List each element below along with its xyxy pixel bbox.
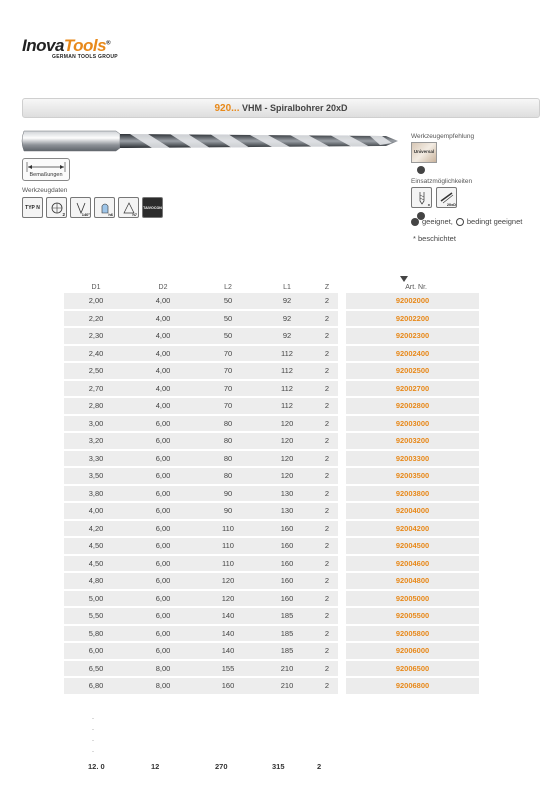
table-cell: 2,50 xyxy=(64,363,128,381)
table-cell: 2 xyxy=(316,661,338,679)
usage-label: Einsatzmöglichkeiten xyxy=(411,178,473,185)
table-row xyxy=(64,608,479,626)
table-row xyxy=(64,678,479,696)
table-cell: 5,80 xyxy=(64,626,128,644)
table-cell: 70 xyxy=(198,381,258,399)
table-cell: 2 xyxy=(316,328,338,346)
drill-image xyxy=(20,124,400,158)
table-cell: 6,80 xyxy=(64,678,128,696)
table-cell: 4,00 xyxy=(128,363,198,381)
table-cell: 92 xyxy=(258,311,316,329)
article-number-cell[interactable]: 92004800 xyxy=(338,573,479,591)
table-row xyxy=(64,538,479,556)
article-number-cell[interactable]: 92003500 xyxy=(338,468,479,486)
table-cell: 120 xyxy=(258,416,316,434)
table-cell: 90 xyxy=(198,503,258,521)
tolerance-h7-icon: h7 xyxy=(118,197,139,218)
table-row xyxy=(64,293,479,311)
table-cell: 3,80 xyxy=(64,486,128,504)
table-row xyxy=(64,521,479,539)
article-number-cell[interactable]: 92003300 xyxy=(338,451,479,469)
point-angle-icon: 140° xyxy=(70,197,91,218)
table-cell: 92 xyxy=(258,293,316,311)
table-cell: 90 xyxy=(198,486,258,504)
table-cell: 112 xyxy=(258,346,316,364)
table-cell: 160 xyxy=(258,538,316,556)
table-cell: 4,20 xyxy=(64,521,128,539)
table-cell: 6,00 xyxy=(128,643,198,661)
table-cell: 110 xyxy=(198,521,258,539)
recommendation-label: Werkzeugempfehlung xyxy=(411,133,475,140)
table-cell: 6,00 xyxy=(128,503,198,521)
table-cell: 4,00 xyxy=(128,381,198,399)
table-cell: 120 xyxy=(198,591,258,609)
table-cell: 2,80 xyxy=(64,398,128,416)
table-row xyxy=(64,363,479,381)
table-cell: 70 xyxy=(198,363,258,381)
table-cell: 5,00 xyxy=(64,591,128,609)
table-cell: 210 xyxy=(258,678,316,696)
table-cell: 112 xyxy=(258,398,316,416)
tool-data-label: Werkzeugdaten xyxy=(22,187,68,194)
table-cell: 2 xyxy=(316,293,338,311)
table-cell: 2,20 xyxy=(64,311,128,329)
article-number-cell[interactable]: 92003000 xyxy=(338,416,479,434)
cross-section-icon: 2 xyxy=(46,197,67,218)
table-cell: 2 xyxy=(316,556,338,574)
table-cell: 80 xyxy=(198,416,258,434)
table-cell: 6,00 xyxy=(128,591,198,609)
table-cell: 6,00 xyxy=(128,538,198,556)
table-cell: 2 xyxy=(316,433,338,451)
usage-icons xyxy=(411,187,457,208)
table-row xyxy=(64,433,479,451)
brand-subtitle: GERMAN TOOLS GROUP xyxy=(52,54,118,60)
table-cell: 6,00 xyxy=(128,433,198,451)
table-cell: 120 xyxy=(258,451,316,469)
table-cell: 4,00 xyxy=(128,293,198,311)
table-cell: 185 xyxy=(258,608,316,626)
table-cell: 4,00 xyxy=(128,328,198,346)
table-row xyxy=(64,591,479,609)
table-cell: 4,50 xyxy=(64,538,128,556)
coating-icon: TAIVOCON xyxy=(142,197,163,218)
table-cell: 120 xyxy=(258,433,316,451)
table-cell: 5,50 xyxy=(64,608,128,626)
continuation-dots: · · · · xyxy=(92,716,94,755)
article-number-cell[interactable]: 92002300 xyxy=(338,328,479,346)
table-row xyxy=(64,398,479,416)
table-cell: 120 xyxy=(258,468,316,486)
article-number-cell[interactable]: 92005800 xyxy=(338,626,479,644)
brand-name-b: Tools xyxy=(63,36,107,55)
table-cell: 2 xyxy=(316,486,338,504)
table-cell: 70 xyxy=(198,346,258,364)
table-cell: 3,30 xyxy=(64,451,128,469)
table-cell: 2 xyxy=(316,468,338,486)
table-cell: 2 xyxy=(316,451,338,469)
suitable-dot-icon xyxy=(417,166,425,174)
table-cell: 6,50 xyxy=(64,661,128,679)
table-cell: 2 xyxy=(316,503,338,521)
col-art-nr: Art. Nr. xyxy=(405,284,427,291)
table-cell: 130 xyxy=(258,503,316,521)
table-cell: 92 xyxy=(258,328,316,346)
table-cell: 70 xyxy=(198,398,258,416)
col-d2: D2 xyxy=(158,284,168,291)
material-badge: Universal xyxy=(411,142,437,163)
article-number-cell[interactable]: 92005500 xyxy=(338,608,479,626)
table-cell: 6,00 xyxy=(128,573,198,591)
table-cell: 2 xyxy=(316,538,338,556)
table-cell: 6,00 xyxy=(128,416,198,434)
article-number-cell[interactable]: 92002500 xyxy=(338,363,479,381)
table-cell: 2 xyxy=(316,311,338,329)
table-cell: 4,50 xyxy=(64,556,128,574)
table-cell: 2 xyxy=(316,346,338,364)
footer-l1: 315 xyxy=(272,762,285,771)
table-cell: 2 xyxy=(316,643,338,661)
table-cell: 50 xyxy=(198,311,258,329)
table-cell: 185 xyxy=(258,626,316,644)
table-cell: 2,00 xyxy=(64,293,128,311)
drilling-icon: x xyxy=(411,187,432,208)
legend xyxy=(411,217,522,226)
table-row xyxy=(64,503,479,521)
col-d1: D1 xyxy=(91,284,101,291)
table-row xyxy=(64,556,479,574)
brand-logo xyxy=(22,36,118,60)
table-cell: 2,70 xyxy=(64,381,128,399)
legend-suitable: geeignet, xyxy=(422,217,453,226)
shank-h6-icon: h6 xyxy=(94,197,115,218)
table-cell: 6,00 xyxy=(128,451,198,469)
table-cell: 2 xyxy=(316,591,338,609)
article-number-cell[interactable]: 92006800 xyxy=(338,678,479,696)
footer-z: 2 xyxy=(317,762,322,771)
table-cell: 4,80 xyxy=(64,573,128,591)
footer-d2: 12 xyxy=(151,762,160,771)
table-cell: 120 xyxy=(198,573,258,591)
article-number-cell[interactable]: 92004000 xyxy=(338,503,479,521)
table-cell: 80 xyxy=(198,468,258,486)
table-cell: 6,00 xyxy=(128,556,198,574)
article-number-cell[interactable]: 92004500 xyxy=(338,538,479,556)
table-cell: 3,20 xyxy=(64,433,128,451)
table-cell: 160 xyxy=(258,556,316,574)
registered-mark: ® xyxy=(106,40,111,47)
table-cell: 2 xyxy=(316,573,338,591)
article-number-cell[interactable]: 92002400 xyxy=(338,346,479,364)
article-number-cell[interactable]: 92004200 xyxy=(338,521,479,539)
article-number-cell[interactable]: 92002000 xyxy=(338,293,479,311)
title-bar xyxy=(22,98,540,118)
table-cell: 160 xyxy=(198,678,258,696)
table-cell: 140 xyxy=(198,626,258,644)
table-cell: 8,00 xyxy=(128,678,198,696)
table-row xyxy=(64,486,479,504)
table-cell: 4,00 xyxy=(64,503,128,521)
article-number-cell[interactable]: 92003200 xyxy=(338,433,479,451)
table-cell: 2 xyxy=(316,608,338,626)
legend-conditionally: bedingt geeignet xyxy=(466,217,523,226)
table-cell: 6,00 xyxy=(128,626,198,644)
table-cell: 6,00 xyxy=(128,486,198,504)
table-row xyxy=(64,328,479,346)
table-cell: 3,50 xyxy=(64,468,128,486)
table-row xyxy=(64,416,479,434)
product-table xyxy=(64,282,479,696)
table-cell: 210 xyxy=(258,661,316,679)
table-cell: 80 xyxy=(198,451,258,469)
table-row xyxy=(64,626,479,644)
table-cell: 185 xyxy=(258,643,316,661)
article-number-cell[interactable]: 92003800 xyxy=(338,486,479,504)
table-cell: 6,00 xyxy=(128,608,198,626)
table-row xyxy=(64,346,479,364)
filled-dot-icon xyxy=(411,218,419,226)
table-cell: 4,00 xyxy=(128,311,198,329)
table-cell: 8,00 xyxy=(128,661,198,679)
table-cell: 4,00 xyxy=(128,398,198,416)
table-cell: 2 xyxy=(316,398,338,416)
article-number-cell[interactable]: 92006000 xyxy=(338,643,479,661)
open-dot-icon xyxy=(456,218,464,226)
table-cell: 80 xyxy=(198,433,258,451)
table-cell: 2,40 xyxy=(64,346,128,364)
table-cell: 160 xyxy=(258,573,316,591)
table-cell: 110 xyxy=(198,538,258,556)
article-number-cell[interactable]: 92005000 xyxy=(338,591,479,609)
article-number-cell[interactable]: 92006500 xyxy=(338,661,479,679)
table-cell: 112 xyxy=(258,381,316,399)
table-header-row xyxy=(64,282,479,293)
table-cell: 2 xyxy=(316,678,338,696)
table-row xyxy=(64,381,479,399)
table-cell: 6,00 xyxy=(128,521,198,539)
legend-coated: * beschichtet xyxy=(413,234,456,243)
table-cell: 4,00 xyxy=(128,346,198,364)
col-z: Z xyxy=(324,284,330,291)
tool-data-icons xyxy=(22,197,163,218)
article-number-cell[interactable]: 92002200 xyxy=(338,311,479,329)
table-row xyxy=(64,468,479,486)
product-code: 920... xyxy=(214,103,240,114)
col-l2: L2 xyxy=(224,284,232,291)
table-cell: 140 xyxy=(198,643,258,661)
brand-name-a: Inova xyxy=(22,36,64,55)
article-number-cell[interactable]: 92002700 xyxy=(338,381,479,399)
product-name: VHM - Spiralbohrer 20xD xyxy=(242,103,348,113)
article-number-cell[interactable]: 92002800 xyxy=(338,398,479,416)
table-cell: 2 xyxy=(316,521,338,539)
type-n-icon: TYP N xyxy=(22,197,43,218)
table-cell: 140 xyxy=(198,608,258,626)
table-cell: 130 xyxy=(258,486,316,504)
table-cell: 6,00 xyxy=(128,468,198,486)
article-number-cell[interactable]: 92004600 xyxy=(338,556,479,574)
table-cell: 2 xyxy=(316,416,338,434)
table-cell: 50 xyxy=(198,293,258,311)
table-cell: 50 xyxy=(198,328,258,346)
table-cell: 110 xyxy=(198,556,258,574)
table-row xyxy=(64,311,479,329)
footer-l2: 270 xyxy=(215,762,228,771)
table-cell: 155 xyxy=(198,661,258,679)
table-cell: 3,00 xyxy=(64,416,128,434)
col-l1: L1 xyxy=(283,284,291,291)
table-cell: 2 xyxy=(316,363,338,381)
table-row xyxy=(64,573,479,591)
dimensions-box xyxy=(22,158,70,181)
table-cell: 160 xyxy=(258,591,316,609)
dimensions-label: Bemaßungen xyxy=(29,172,63,178)
table-cell: 6,00 xyxy=(64,643,128,661)
footer-d1: 12. 0 xyxy=(88,762,105,771)
table-row xyxy=(64,661,479,679)
table-row xyxy=(64,451,479,469)
table-cell: 2 xyxy=(316,381,338,399)
table-row xyxy=(64,643,479,661)
table-cell: 160 xyxy=(258,521,316,539)
depth-20xd-icon: 20xD xyxy=(436,187,457,208)
table-cell: 112 xyxy=(258,363,316,381)
table-cell: 2 xyxy=(316,626,338,644)
table-cell: 2,30 xyxy=(64,328,128,346)
